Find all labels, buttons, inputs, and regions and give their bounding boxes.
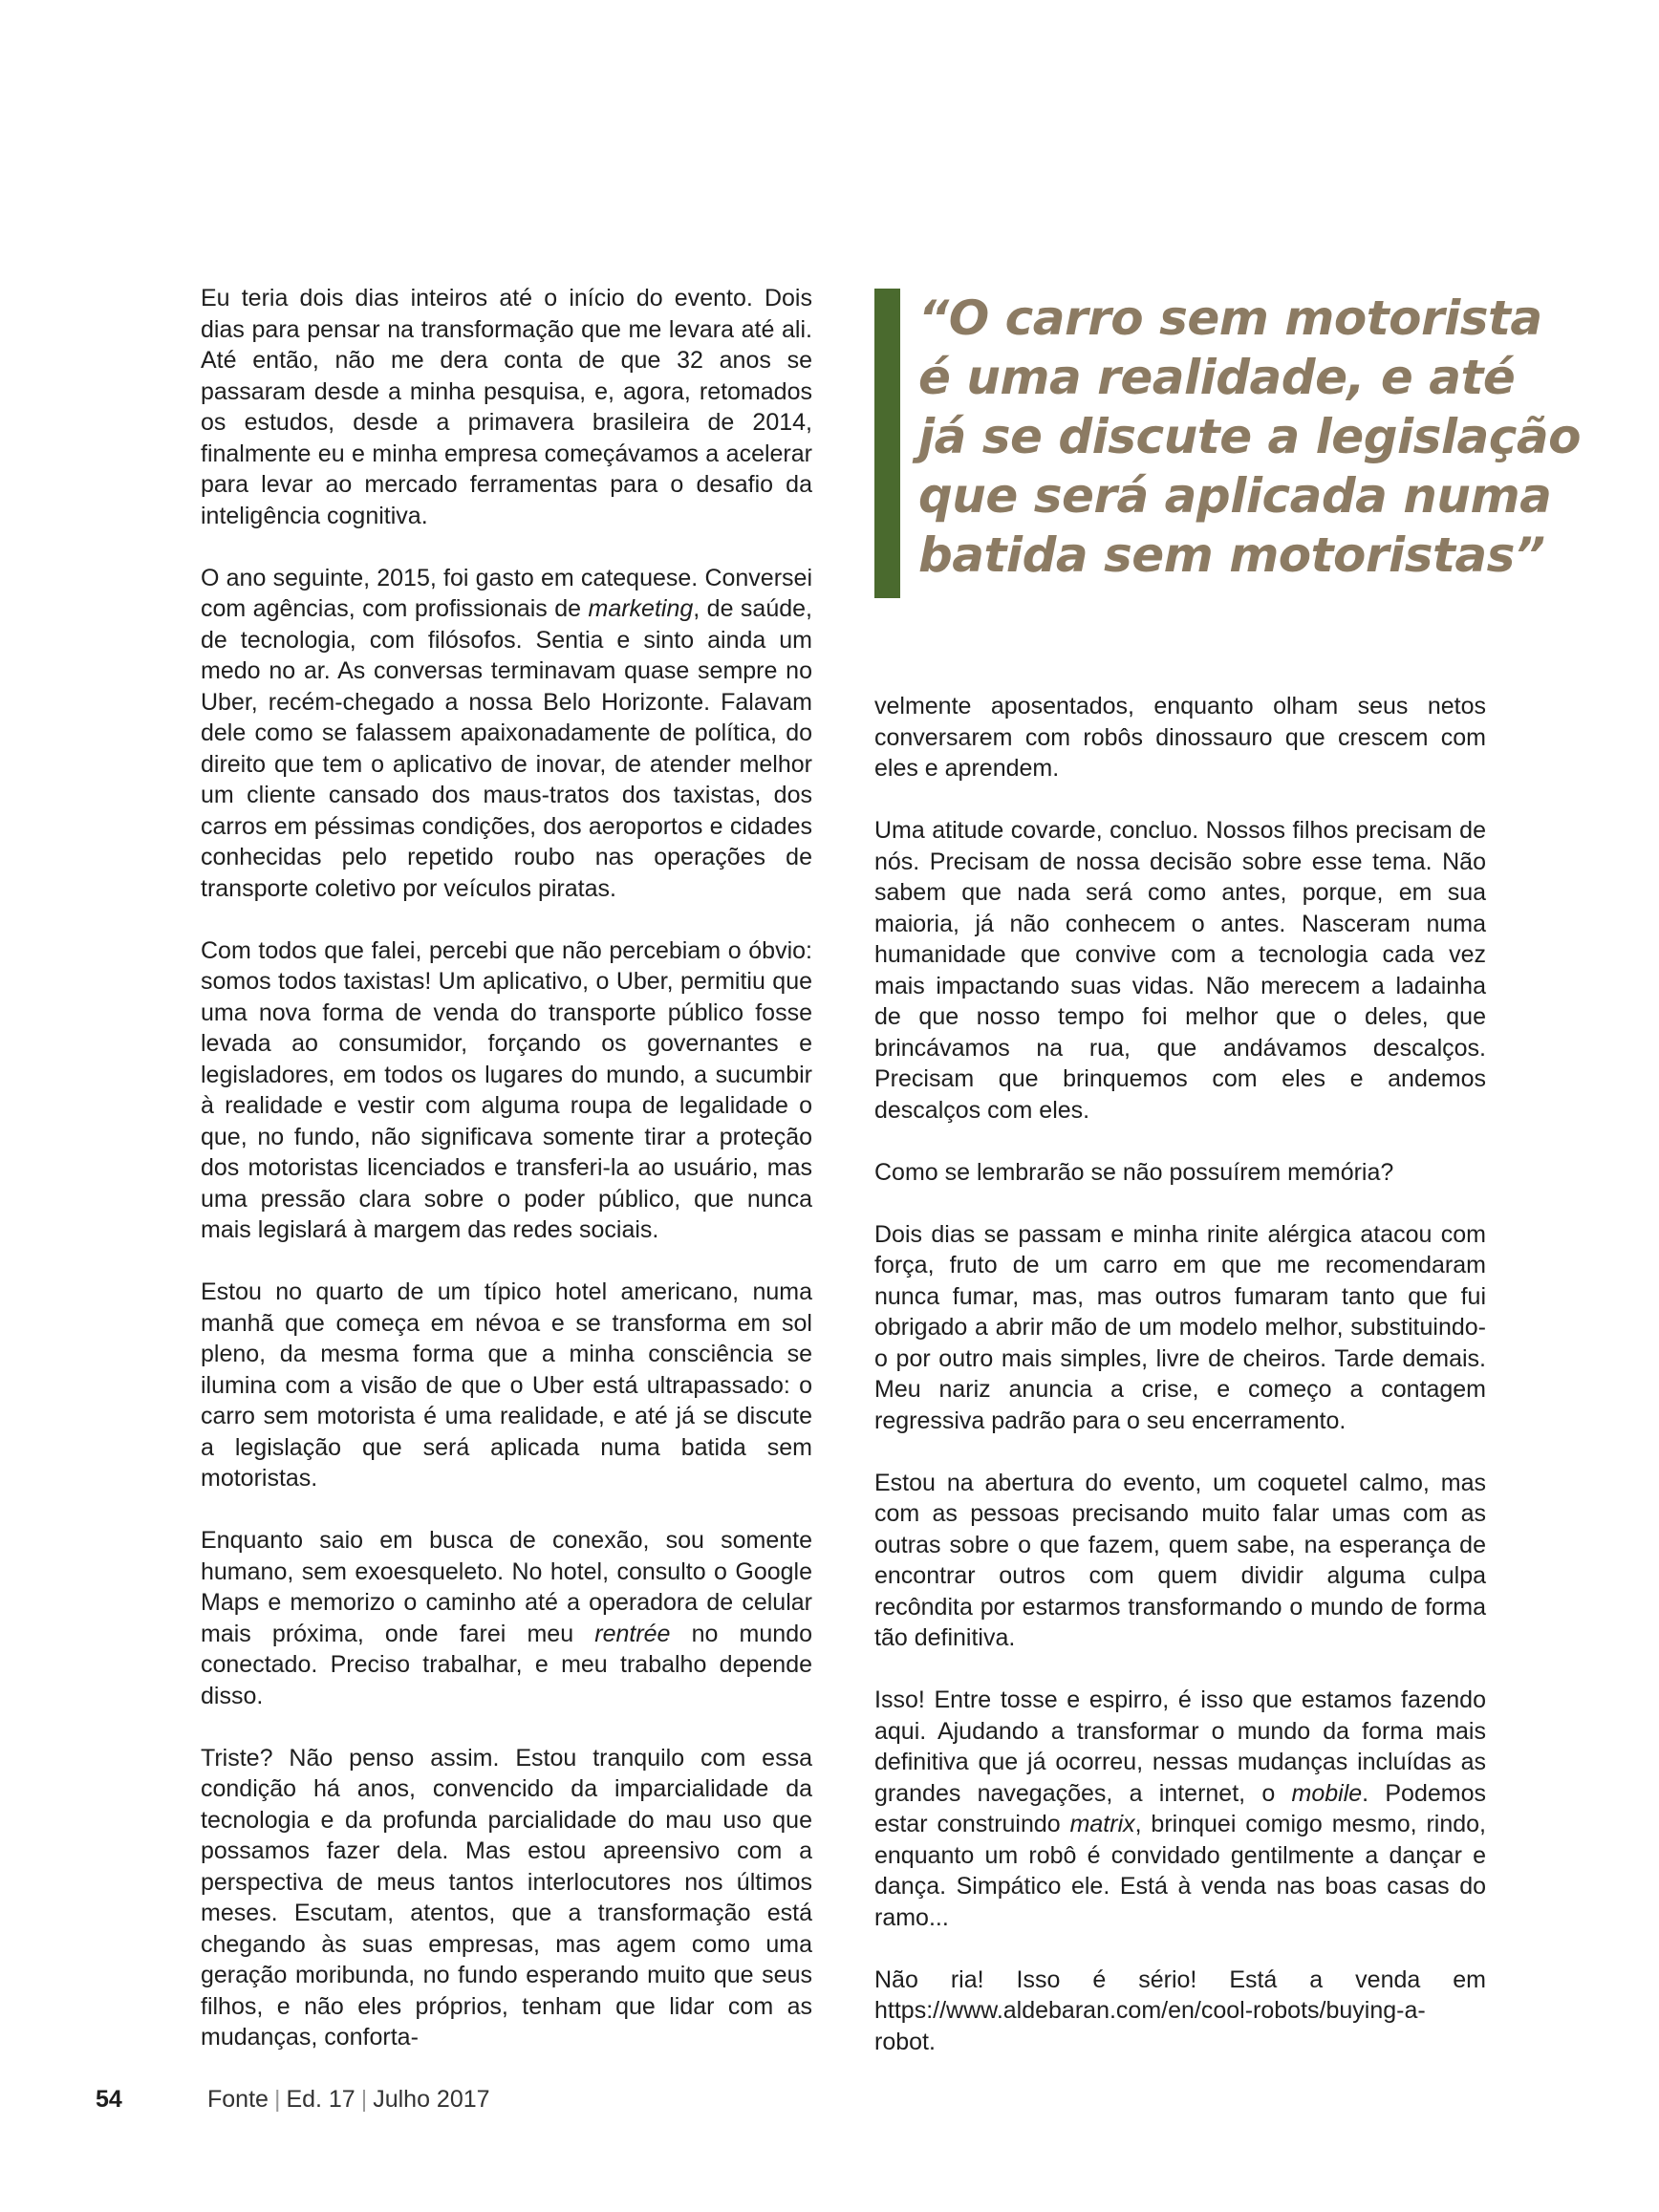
paragraph <box>201 1525 812 1711</box>
paragraph: Dois dias se passam e minha rinite alérgica atacou com força, fruto de um carro em que me recomendaram nunca fumar, mas, mas outros fumaram tanto que fui obrigado a abrir mão de um modelo melhor, substituindo-o por outro mais simples, livre de cheiros. Tarde demais. Meu nariz anuncia a crise, e começo a contagem regressiva padrão para o seu encerramento. <box>874 1220 1486 1434</box>
right-column <box>874 691 1486 2057</box>
paragraph-text: O ano seguinte, 2015, foi gasto em catequese. Conversei com agências, com profissionais de <box>201 564 812 622</box>
paragraph: Uma atitude covarde, concluo. Nossos filhos precisam de nós. Precisam de nossa decisão sobre esse tema. Não sabem que nada será como antes, porque, em sua maioria, já não conhecem o antes. Nasceram numa humanidade que convive com a tecnologia cada vez mais impactando suas vidas. Não merecem a ladainha de que nosso tempo foi melhor que o deles, que brincávamos na rua, que andávamos descalços. Precisam que brinquemos com eles e andemos descalços com eles. <box>874 817 1486 1124</box>
pull-quote-text <box>918 289 1582 585</box>
pull-quote <box>874 289 1582 598</box>
paragraph <box>874 1685 1486 1933</box>
emphasis-text: matrix <box>1069 1811 1135 1837</box>
footer-info <box>207 2086 490 2114</box>
pull-quote-line: que será aplicada numa <box>918 468 1552 524</box>
paragraph <box>201 563 812 905</box>
paragraph: velmente aposentados, enquanto olham seus netos conversarem com robôs dinossauro que crescem com eles e aprendem. <box>874 693 1486 782</box>
paragraph-text: no mundo conectado. Preciso trabalhar, e meu trabalho depende disso. <box>201 1620 813 1709</box>
issue-date: Julho 2017 <box>373 2086 490 2113</box>
paragraph-text: . Podemos estar construindo <box>874 1779 1486 1837</box>
paragraph-text: , brinquei comigo mesmo, rindo, enquanto um robô é convidado gentilmente a dançar e dança. Simpático ele. Está à venda nas boas casas do ramo... <box>874 1811 1487 1931</box>
emphasis-text: rentrée <box>594 1620 671 1647</box>
pull-quote-line: “O carro sem motorista <box>918 290 1542 346</box>
paragraph: Como se lembrarão se não possuírem memória? <box>874 1158 1394 1186</box>
paragraph-text: Enquanto saio em busca de conexão, sou somente humano, sem exoesqueleto. No hotel, consulto o Google Maps e memorizo o caminho até a operadora de celular mais próxima, onde farei meu <box>201 1527 812 1647</box>
pull-quote-line: batida sem motoristas” <box>918 527 1545 583</box>
pull-quote-accent-bar <box>874 289 900 598</box>
page-number: 54 <box>96 2086 122 2113</box>
page-footer <box>0 2086 1659 2124</box>
footer-separator: | <box>273 2086 281 2113</box>
paragraph-text: Isso! Entre tosse e espirro, é isso que estamos fazendo aqui. Ajudando a transformar o mundo da forma mais definitiva que já ocorreu, nessas mudanças incluídas as grandes navegações, a internet, o <box>874 1686 1486 1807</box>
paragraph-text: , de saúde, de tecnologia, com filósofos. Sentia e sinto ainda um medo no ar. As conversas terminavam quase sempre no Uber, recém-chegado a nossa Belo Horizonte. Falavam dele como se falassem apaixonadamente de política, do direito que tem o aplicativo de inovar, de atender melhor um cliente cansado dos maus-tratos dos taxistas, dos carros em péssimas condições, dos aeroportos e cidades conhecidas pelo repetido roubo nas operações de transporte coletivo por veículos piratas. <box>201 595 812 902</box>
publication-name: Fonte <box>207 2086 269 2113</box>
emphasis-text: mobile <box>1291 1779 1363 1807</box>
footer-separator: | <box>360 2086 368 2113</box>
emphasis-text: marketing <box>588 595 694 622</box>
edition-number: Ed. 17 <box>286 2086 356 2113</box>
left-column <box>201 283 812 2053</box>
pull-quote-line: já se discute a legislação <box>918 409 1582 464</box>
paragraph: Não ria! Isso é sério! Está a venda em https://www.aldebaran.com/en/cool-robots/buying-a-robot. <box>874 1965 1486 2055</box>
paragraph: Eu teria dois dias inteiros até o início do evento. Dois dias para pensar na transformação que me levara até ali. Até então, não me dera conta de que 32 anos se passaram desde a minha pesquisa, e, agora, retomados os estudos, desde a primavera brasileira de 2014, finalmente eu e minha empresa começávamos a acelerar para levar ao mercado ferramentas para o desafio da inteligência cognitiva. <box>201 285 812 529</box>
paragraph: Estou no quarto de um típico hotel americano, numa manhã que começa em névoa e se transforma em sol pleno, da mesma forma que a minha consciência se ilumina com a visão de que o Uber está ultrapassado: o carro sem motorista é uma realidade, e até já se discute a legislação que será aplicada numa batida sem motoristas. <box>201 1278 812 1492</box>
pull-quote-line: é uma realidade, e até <box>918 350 1516 405</box>
paragraph: Com todos que falei, percebi que não percebiam o óbvio: somos todos taxistas! Um aplicativo, o Uber, permitiu que uma nova forma de venda do transporte público fosse levada ao consumidor, forçando os governantes e legisladores, em todos os lugares do mundo, a sucumbir à realidade e vestir com alguma roupa de legalidade o que, no fundo, não significava somente tirar a proteção dos motoristas licenciados e transferi-la ao usuário, mas uma pressão clara sobre o poder público, que nunca mais legislará à margem das redes sociais. <box>201 936 812 1243</box>
paragraph: Triste? Não penso assim. Estou tranquilo com essa condição há anos, convencido da imparcialidade da tecnologia e da profunda parcialidade do mau uso que possamos fazer dela. Mas estou apreensivo com a perspectiva de meus tantos interlocutores nos últimos meses. Escutam, atentos, que a transformação está chegando às suas empresas, mas agem como uma geração moribunda, no fundo esperando muito que seus filhos, e não eles próprios, tenham que lidar com as mudanças, conforta- <box>201 1744 812 2051</box>
paragraph: Estou na abertura do evento, um coquetel calmo, mas com as pessoas precisando muito falar umas com as outras sobre o que fazem, quem sabe, na esperança de encontrar outros com quem dividir alguma culpa recôndita por estarmos transformando o mundo de forma tão definitiva. <box>874 1469 1486 1651</box>
